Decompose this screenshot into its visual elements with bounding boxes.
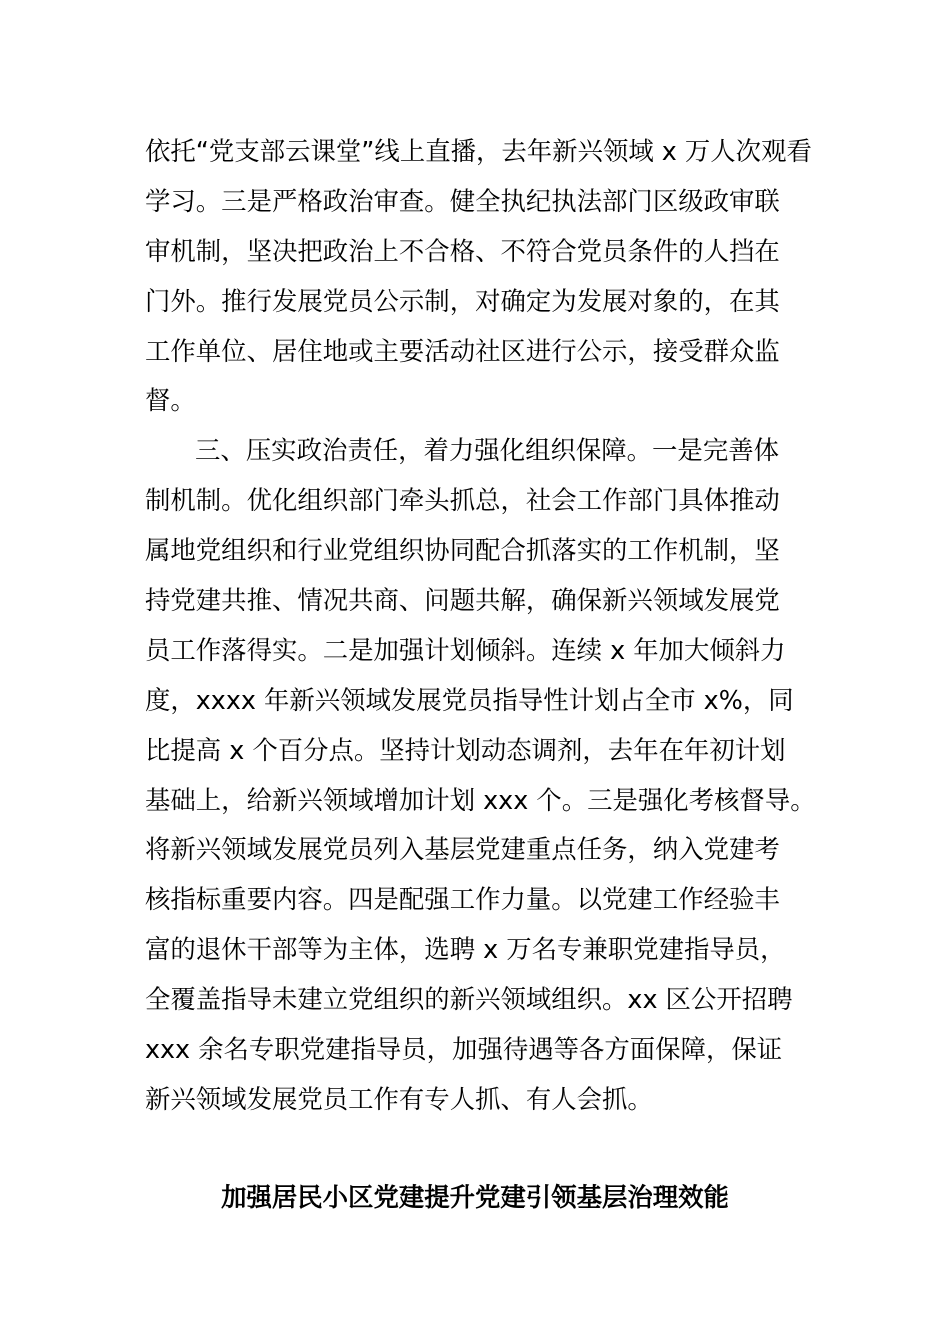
paragraph-line: 度，xxxx 年新兴领域发展党员指导性计划占全市 x%，同 [145,684,794,715]
paragraph-line: 审机制，坚决把政治上不合格、不符合党员条件的人挡在 [145,235,780,266]
paragraph-line: 基础上，给新兴领域增加计划 xxx 个。三是强化考核督导。 [145,784,816,815]
paragraph-line: 新兴领域发展党员工作有专人抓、有人会抓。 [145,1083,653,1114]
paragraph-line: xxx 余名专职党建指导员，加强待遇等各方面保障，保证 [145,1034,783,1065]
paragraph-line: 三、压实政治责任，着力强化组织保障。一是完善体 [195,435,779,466]
paragraph-1 [145,127,835,426]
section-heading: 加强居民小区党建提升党建引领基层治理效能 [221,1182,729,1212]
paragraph-line: 制机制。优化组织部门牵头抓总，社会工作部门具体推动 [145,485,780,516]
paragraph-line: 核指标重要内容。四是配强工作力量。以党建工作经验丰 [145,884,780,915]
paragraph-line: 全覆盖指导未建立党组织的新兴领域组织。xx 区公开招聘 [145,984,793,1015]
paragraph-line: 员工作落得实。二是加强计划倾斜。连续 x 年加大倾斜力 [145,634,786,665]
paragraph-line: 比提高 x 个百分点。坚持计划动态调剂，去年在年初计划 [145,734,786,765]
paragraph-line: 属地党组织和行业党组织协同配合抓落实的工作机制，坚 [145,535,780,566]
paragraph-line: 工作单位、居住地或主要活动社区进行公示，接受群众监 [145,335,780,366]
paragraph-line: 门外。推行发展党员公示制，对确定为发展对象的，在其 [145,285,780,316]
paragraph-line: 依托“党支部云课堂”线上直播，去年新兴领域 x 万人次观看 [145,136,812,166]
paragraph-2 [145,426,835,1124]
paragraph-line: 学习。三是严格政治审查。健全执纪执法部门区级政审联 [145,185,780,216]
paragraph-line: 持党建共推、情况共商、问题共解，确保新兴领域发展党 [145,585,780,616]
paragraph-line: 督。 [145,385,196,416]
paragraph-line: 将新兴领域发展党员列入基层党建重点任务，纳入党建考 [145,834,780,865]
body-text [145,127,835,1125]
paragraph-line: 富的退休干部等为主体，选聘 x 万名专兼职党建指导员， [145,934,786,965]
